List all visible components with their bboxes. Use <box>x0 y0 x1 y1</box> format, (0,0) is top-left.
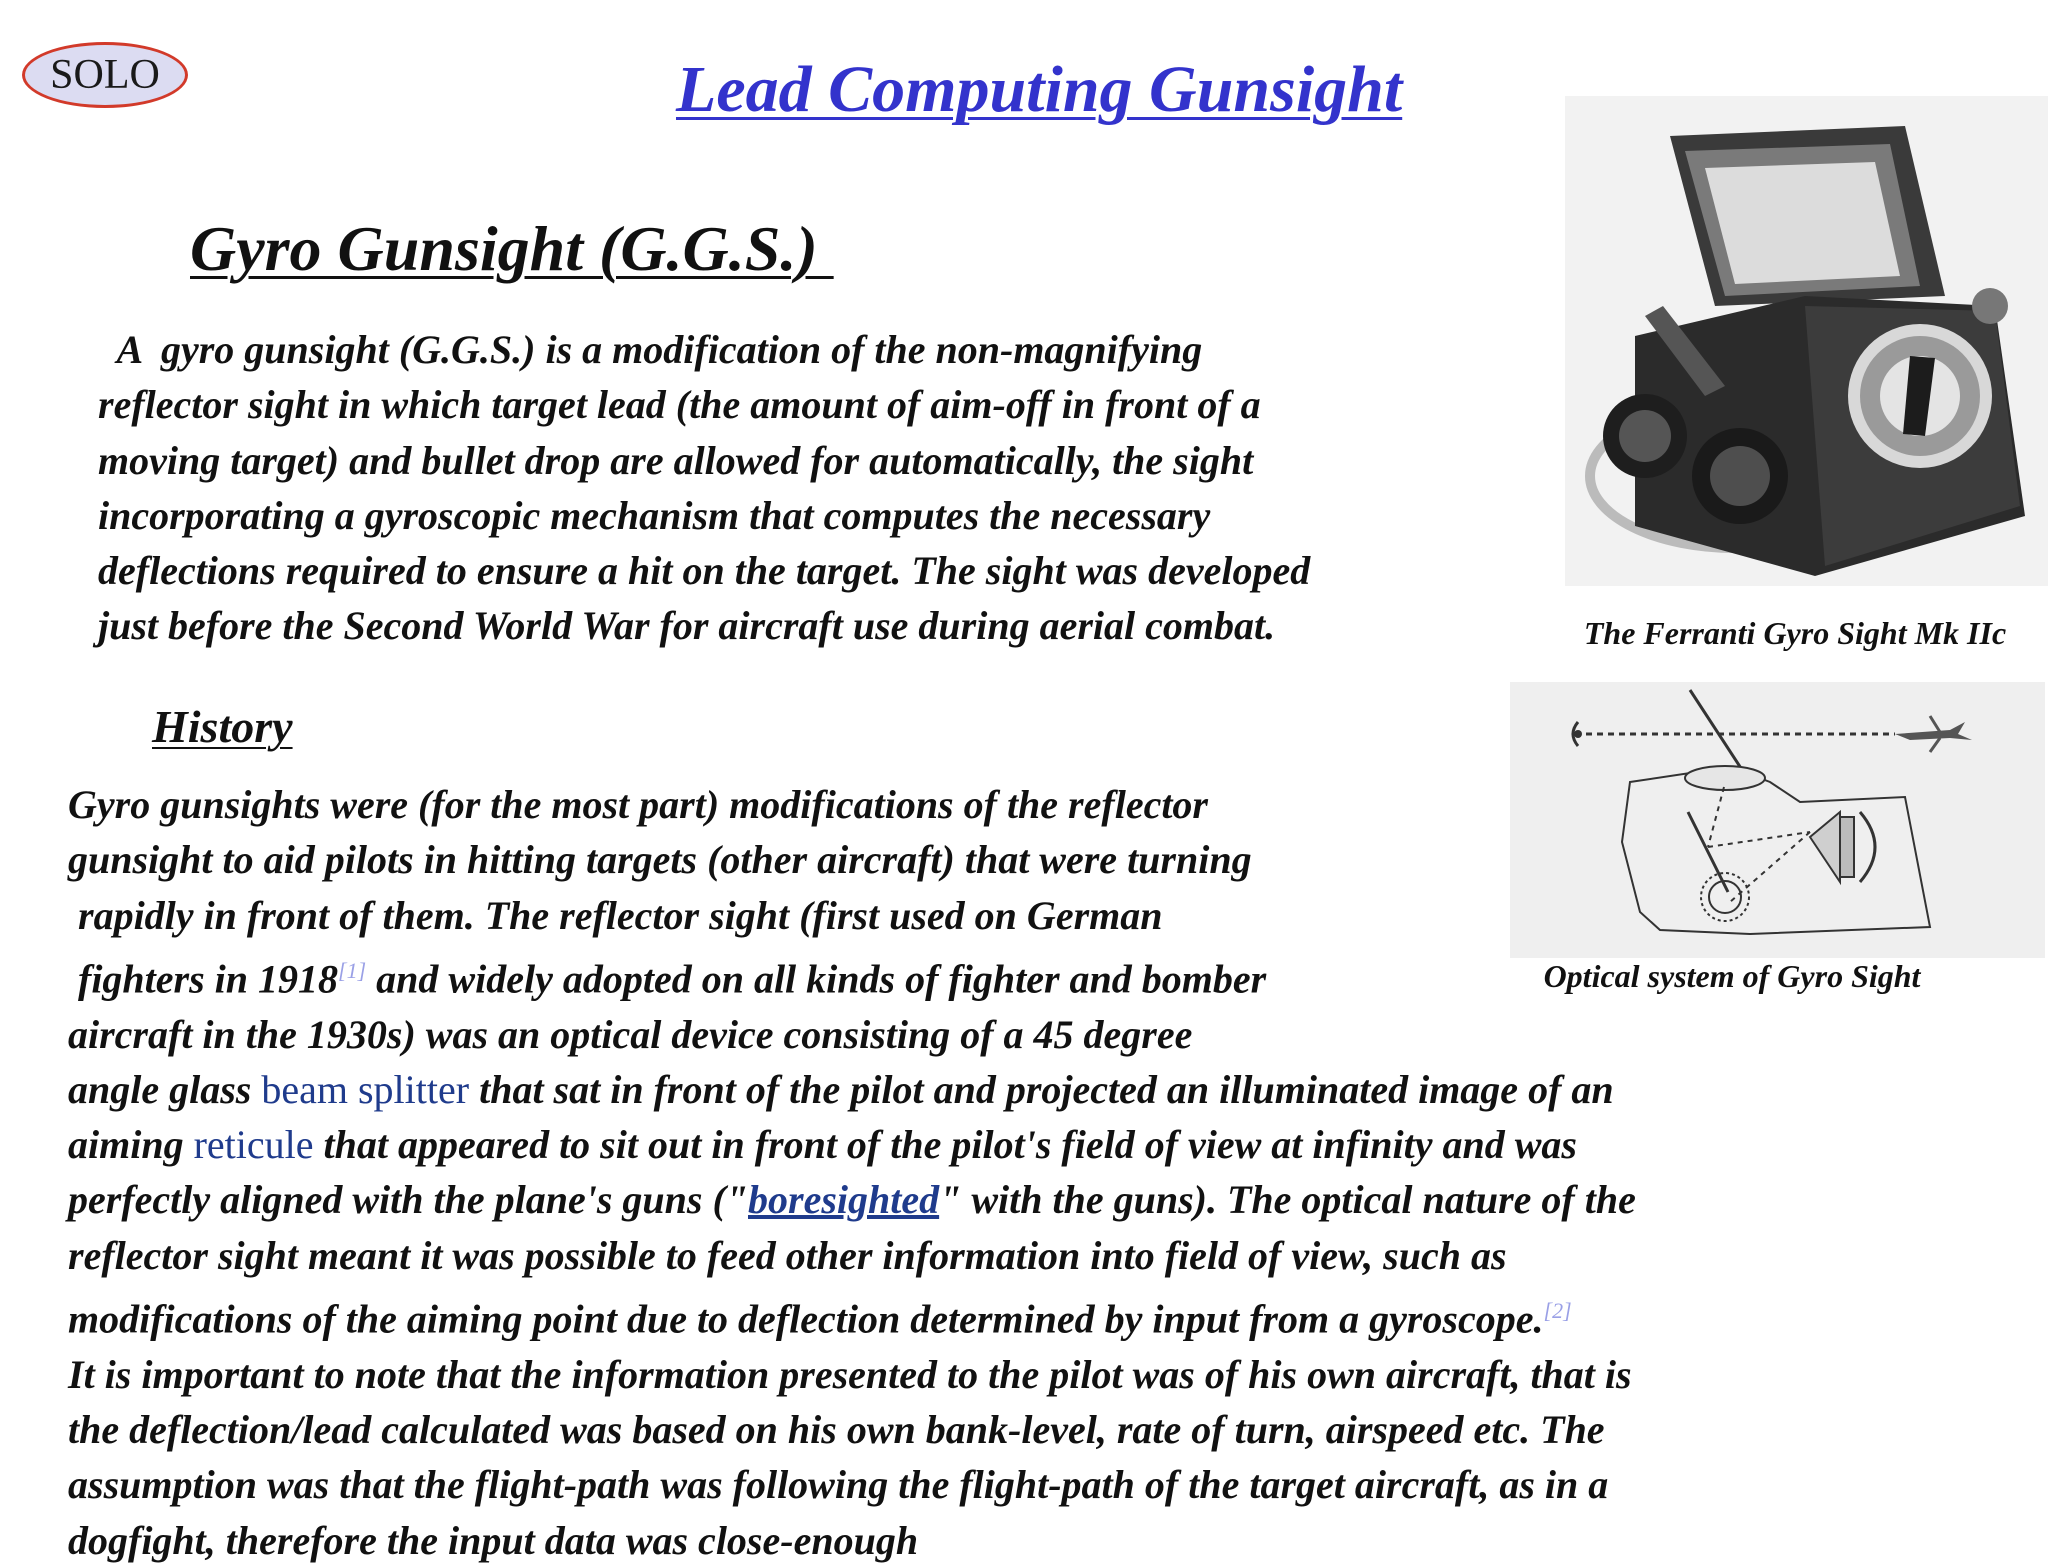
history-line: aircraft in the 1930s) was an optical device consisting of a 45 degree <box>68 1011 1193 1057</box>
history-line: the deflection/lead calculated was based on his own bank-level, rate of turn, airspeed etc. The <box>68 1406 1605 1452</box>
ferranti-gyro-sight-image <box>1565 96 2048 586</box>
history-line: assumption was that the flight-path was following the flight-path of the target aircraft, as in a <box>68 1462 1609 1508</box>
history-line: and widely adopted on all kinds of fighter and bomber <box>366 956 1267 1002</box>
solo-button-label: SOLO <box>50 52 160 98</box>
boresighted-link[interactable]: boresighted <box>748 1177 940 1223</box>
history-line: modifications of the aiming point due to deflection determined by input from a gyroscope. <box>68 1296 1544 1342</box>
reticule-link[interactable]: reticule <box>193 1122 314 1168</box>
solo-button[interactable] <box>22 42 188 108</box>
intro-line: deflections required to ensure a hit on the target. The sight was developed <box>98 548 1311 594</box>
history-line: aiming <box>68 1122 194 1168</box>
history-line: rapidly in front of them. The reflector sight (first used on German <box>68 892 1163 938</box>
history-line: reflector sight meant it was possible to feed other information into field of view, such as <box>68 1232 1507 1278</box>
history-heading: History <box>152 701 293 752</box>
gyro-sight-illustration <box>1565 96 2048 586</box>
history-line: " with the guns). The optical nature of the <box>939 1177 1636 1223</box>
history-line: that sat in front of the pilot and projected an illuminated image of an <box>469 1066 1614 1112</box>
beam-splitter-link[interactable]: beam splitter <box>261 1066 470 1112</box>
optical-system-diagram <box>1510 682 2045 958</box>
section-heading: Gyro Gunsight (G.G.S.) <box>190 213 834 284</box>
history-line: that appeared to sit out in front of the pilot's field of view at infinity and was <box>313 1122 1577 1168</box>
history-line: Gyro gunsights were (for the most part) modifications of the reflector <box>68 782 1208 827</box>
history-line: dogfight, therefore the input data was close-enough <box>68 1517 919 1563</box>
intro-paragraph <box>98 322 1518 654</box>
reference-link-2[interactable]: [2] <box>1543 1298 1572 1323</box>
intro-line: moving target) and bullet drop are allowed for automatically, the sight <box>98 437 1254 483</box>
optical-system-illustration <box>1510 682 2045 958</box>
history-line: angle glass <box>68 1066 262 1112</box>
history-line: gunsight to aid pilots in hitting targets (other aircraft) that were turning <box>68 837 1252 883</box>
page-title-link[interactable]: Lead Computing Gunsight <box>676 53 1403 126</box>
intro-line: incorporating a gyroscopic mechanism that computes the necessary <box>98 492 1211 538</box>
intro-line: A gyro gunsight (G.G.S.) is a modification of the non-magnifying <box>98 327 1203 372</box>
intro-line: reflector sight in which target lead (the amount of aim-off in front of a <box>98 382 1261 428</box>
intro-line: just before the Second World War for aircraft use during aerial combat. <box>98 603 1276 649</box>
history-line: fighters in 1918 <box>68 956 339 1002</box>
reference-link-1[interactable]: [1] <box>338 957 367 983</box>
figure-2-caption: Optical system of Gyro Sight <box>1543 958 1921 994</box>
history-line: It is important to note that the information presented to the pilot was of his own aircraft, that is <box>68 1351 1632 1397</box>
history-line: perfectly aligned with the plane's guns (" <box>68 1177 748 1223</box>
figure-1-caption: The Ferranti Gyro Sight Mk IIc <box>1583 615 2007 651</box>
